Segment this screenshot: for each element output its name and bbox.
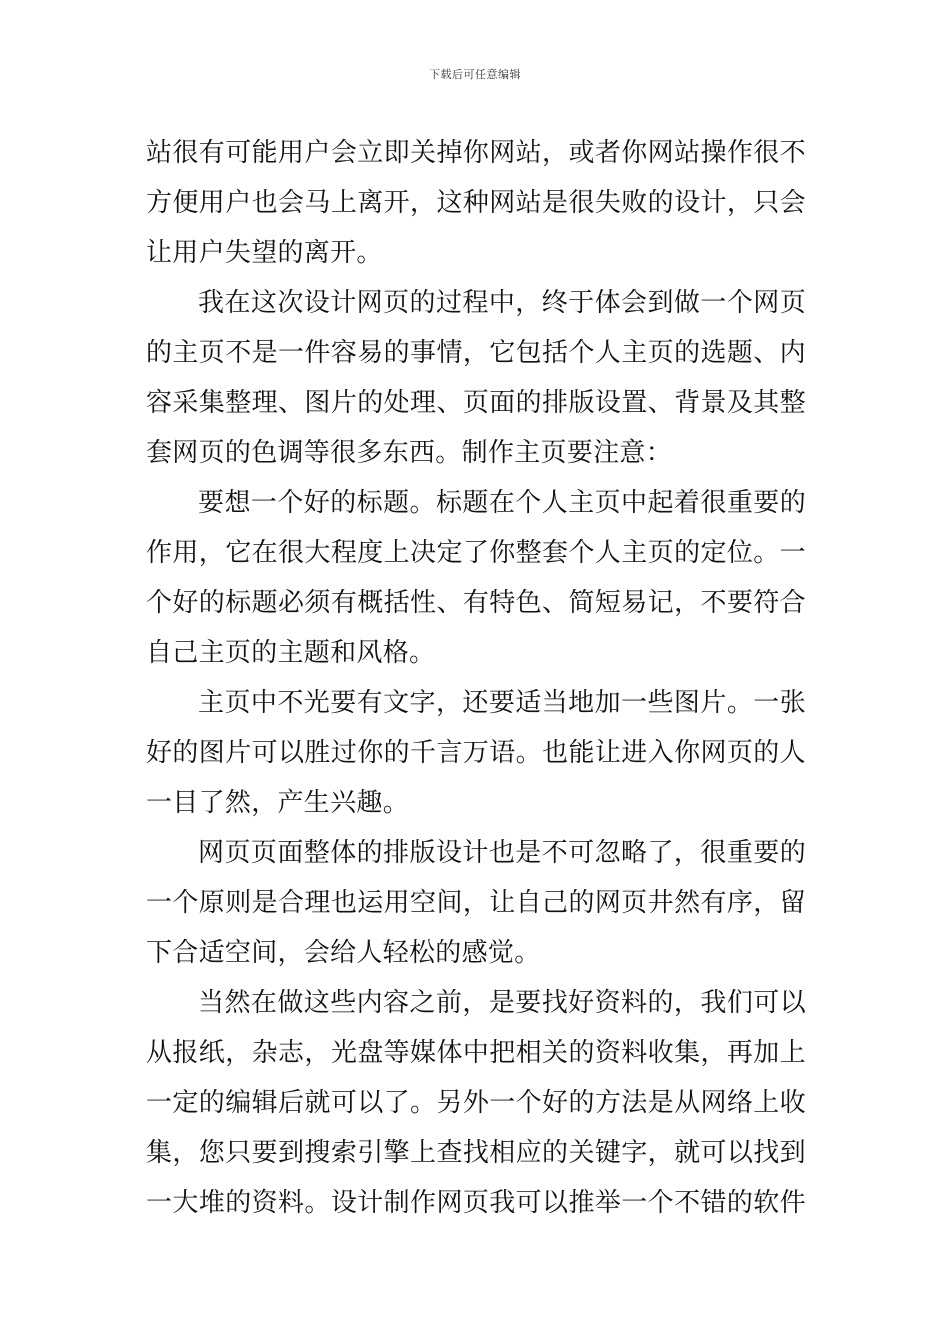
text-line: 一目了然，产生兴趣。 — [146, 788, 410, 818]
text-line: 当然在做这些内容之前，是要找好资料的，我们可以 — [198, 988, 806, 1018]
text-line: 要想一个好的标题。标题在个人主页中起着很重要的 — [198, 488, 806, 518]
text-line: 一个原则是合理也运用空间，让自己的网页井然有序，留 — [146, 888, 806, 918]
text-line: 下合适空间，会给人轻松的感觉。 — [146, 938, 541, 968]
text-line: 从报纸，杂志，光盘等媒体中把相关的资料收集，再加上 — [146, 1038, 806, 1068]
text-line: 好的图片可以胜过你的千言万语。也能让进入你网页的人 — [146, 738, 806, 768]
paragraph — [146, 678, 806, 828]
text-line: 我在这次设计网页的过程中，终于体会到做一个网页 — [198, 288, 806, 318]
text-line: 站很有可能用户会立即关掉你网站，或者你网站操作很不 — [146, 138, 806, 168]
text-line: 一大堆的资料。设计制作网页我可以推举一个不错的软件 — [146, 1188, 806, 1218]
paragraph — [146, 828, 806, 978]
paragraph — [146, 978, 806, 1228]
paragraph — [146, 278, 806, 478]
text-line: 的主页不是一件容易的事情，它包括个人主页的选题、内 — [146, 338, 806, 368]
text-line: 主页中不光要有文字，还要适当地加一些图片。一张 — [198, 688, 806, 718]
text-line: 作用，它在很大程度上决定了你整套个人主页的定位。一 — [146, 538, 806, 568]
text-line: 一定的编辑后就可以了。另外一个好的方法是从网络上收 — [146, 1088, 806, 1118]
paragraph — [146, 478, 806, 678]
text-line: 个好的标题必须有概括性、有特色、简短易记，不要符合 — [146, 588, 806, 618]
text-line: 自己主页的主题和风格。 — [146, 638, 436, 668]
text-line: 让用户失望的离开。 — [146, 238, 383, 268]
text-line: 方便用户也会马上离开，这种网站是很失败的设计，只会 — [146, 188, 806, 218]
document-body — [146, 128, 806, 1228]
text-line: 网页页面整体的排版设计也是不可忽略了，很重要的 — [198, 838, 806, 868]
text-line: 容采集整理、图片的处理、页面的排版设置、背景及其整 — [146, 388, 806, 418]
page-header: 下载后可任意编辑 — [429, 68, 521, 81]
paragraph — [146, 128, 806, 278]
text-line: 集，您只要到搜索引擎上查找相应的关键字，就可以找到 — [146, 1138, 806, 1168]
text-line: 套网页的色调等很多东西。制作主页要注意： — [146, 438, 673, 468]
